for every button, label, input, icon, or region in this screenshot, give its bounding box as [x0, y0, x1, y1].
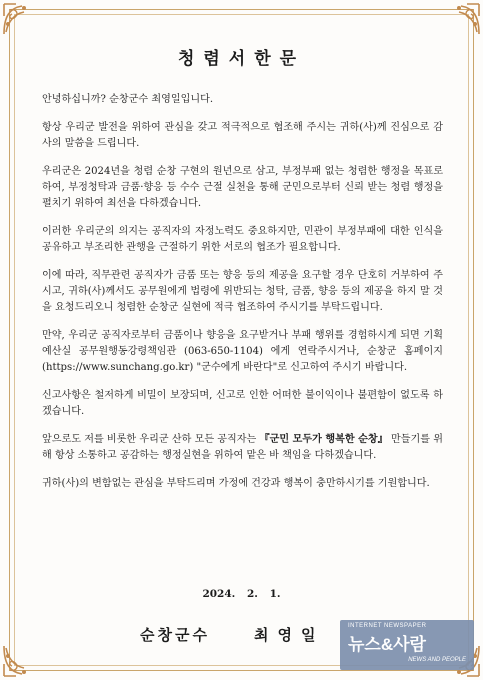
corner-ornament-icon	[2, 2, 36, 36]
watermark-subtitle: NEWS AND PEOPLE	[408, 657, 466, 663]
paragraph-closing: 귀하(사)의 변함없는 관심을 부탁드리며 가정에 건강과 행복이 충만하시기를 기원합니다.	[42, 477, 430, 489]
newspaper-watermark	[340, 620, 474, 670]
slogan-highlight: 『군민 모두가 행복한 순창』	[259, 433, 388, 445]
paragraph-goal: 우리군은 2024년을 청렴 순창 구현의 원년으로 삼고, 부정부패 없는 청렴한 행정을 목표로 하여, 부정청탁과 금품·향응 등 수수 근절 실천을 통해 군민으로부터 신뢰 받는 청렴 행정을 펼치기 위하여 최선을 다하겠습니다.	[42, 165, 443, 210]
paragraph-confidentiality: 신고사항은 철저하게 비밀이 보장되며, 신고로 인한 어떠한 불이익이나 불편함이 없도록 하겠습니다.	[42, 389, 443, 418]
commitment-text-before: 앞으로도 저를 비롯한 우리군 산하 모든 공직자는	[42, 433, 260, 445]
letter-body	[42, 92, 443, 503]
paragraph-greeting: 안녕하십니까? 순창군수 최영일입니다.	[42, 94, 214, 105]
signer-name: 최영일	[253, 626, 325, 644]
paragraph-report: 만약, 우리군 공직자로부터 금품이나 향응을 요구받거나 부패 행위를 경험하시게 되면 기획예산실 공무원행동강령책임관 (063-650-1104) 에게 연락주시거나, 순창군 홈페이지(https://www.sunchang.go.kr) "군수에게 바란다"로 신고하여 주시기 바랍니다.	[42, 329, 443, 374]
paragraph-request: 이에 따라, 직무관련 공직자가 금품 또는 향응 등의 제공을 요구할 경우 단호히 거부하여 주시고, 귀하(사)께서도 공무원에게 법령에 위반되는 청탁, 금품, 향응 등의 제공을 하지 말 것을 요청드리오니 청렴한 순창군 실현에 적극 협조하여 주시기를 부탁드립니다.	[42, 269, 443, 314]
paragraph-commitment	[42, 432, 443, 464]
commitment-text-after: 만들기를 위해 항상 소통하고 공감하는 행정실현을 위하여 맡은 바 책임을 다하겠습니다.	[42, 433, 443, 461]
corner-ornament-icon	[2, 644, 36, 678]
paragraph-thanks: 항상 우리군 발전을 위하여 관심을 갖고 적극적으로 협조해 주시는 귀하(사)께 진심으로 감사의 말씀을 드립니다.	[42, 121, 443, 149]
signature-block	[140, 624, 324, 645]
letter-date: 2024. 2. 1.	[202, 588, 281, 600]
watermark-logo-text: 뉴스&사람	[348, 635, 426, 654]
paragraph-cooperation: 이러한 우리군의 의지는 공직자의 자정노력도 중요하지만, 민관이 부정부패에 대한 인식을 공유하고 부조리한 관행을 근절하기 위한 서로의 협조가 필요합니다.	[42, 225, 443, 253]
corner-ornament-icon	[447, 2, 481, 36]
signer-title: 순창군수	[140, 626, 210, 644]
document-title: 청렴서한문	[177, 49, 306, 69]
watermark-tagline: INTERNET NEWSPAPER	[348, 623, 427, 629]
